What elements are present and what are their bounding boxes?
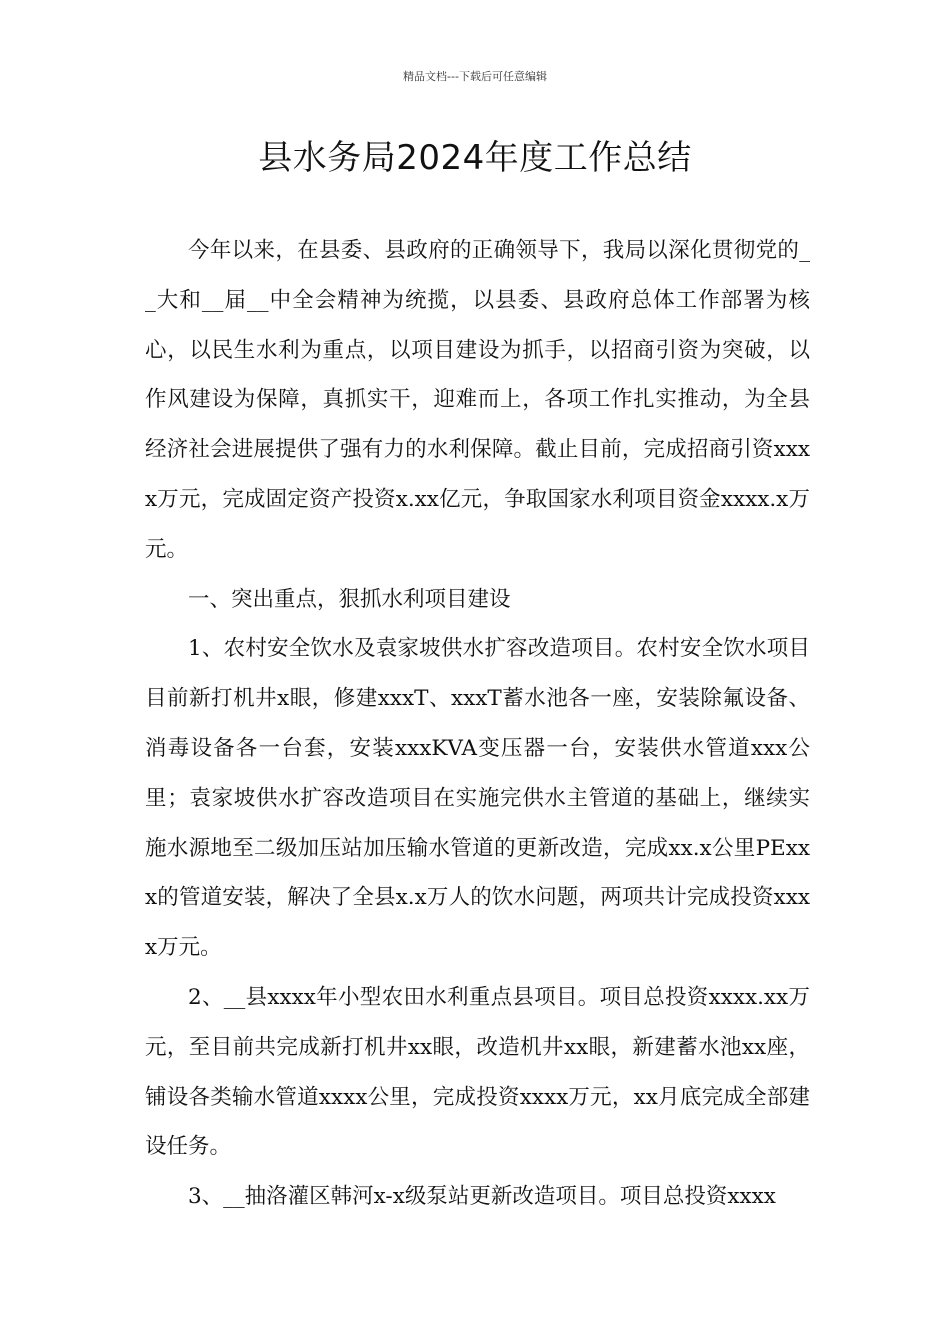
paragraph-item-2: 2、__县xxxx年小型农田水利重点县项目。项目总投资xxxx.xx万元，至目前共完成新打机井xx眼，改造机井xx眼，新建蓄水池xx座，铺设各类输水管道xxxx公里，完成投资xxxx万元，xx月底完成全部建设任务。	[145, 984, 810, 1160]
header-note: 精品文档---下载后可任意编辑	[403, 70, 547, 83]
section-heading-1: 一、突出重点，狠抓水利项目建设	[188, 586, 511, 612]
paragraph-item-3: 3、__抽洛灌区韩河x-x级泵站更新改造项目。项目总投资xxxx	[188, 1184, 776, 1210]
document-body	[145, 226, 810, 1222]
document-title: 县水务局2024年度工作总结	[258, 138, 692, 178]
paragraph-intro: 今年以来，在县委、县政府的正确领导下，我局以深化贯彻党的__大和__届__中全会精神为统揽，以县委、县政府总体工作部署为核心，以民生水利为重点，以项目建设为抓手，以招商引资为突破，以作风建设为保障，真抓实干，迎难而上，各项工作扎实推动，为全县经济社会进展提供了强有力的水利保障。截止目前，完成招商引资xxxx万元，完成固定资产投资x.xx亿元，争取国家水利项目资金xxxx.x万元。	[145, 238, 810, 562]
paragraph-item-1: 1、农村安全饮水及袁家坡供水扩容改造项目。农村安全饮水项目目前新打机井x眼，修建xxxT、xxxT蓄水池各一座，安装除氟设备、消毒设备各一台套，安装xxxKVA变压器一台，安装供水管道xxx公里；袁家坡供水扩容改造项目在实施完供水主管道的基础上，继续实施水源地至二级加压站加压输水管道的更新改造，完成xx.x公里PExxx的管道安装，解决了全县x.x万人的饮水问题，两项共计完成投资xxxx万元。	[145, 636, 810, 961]
